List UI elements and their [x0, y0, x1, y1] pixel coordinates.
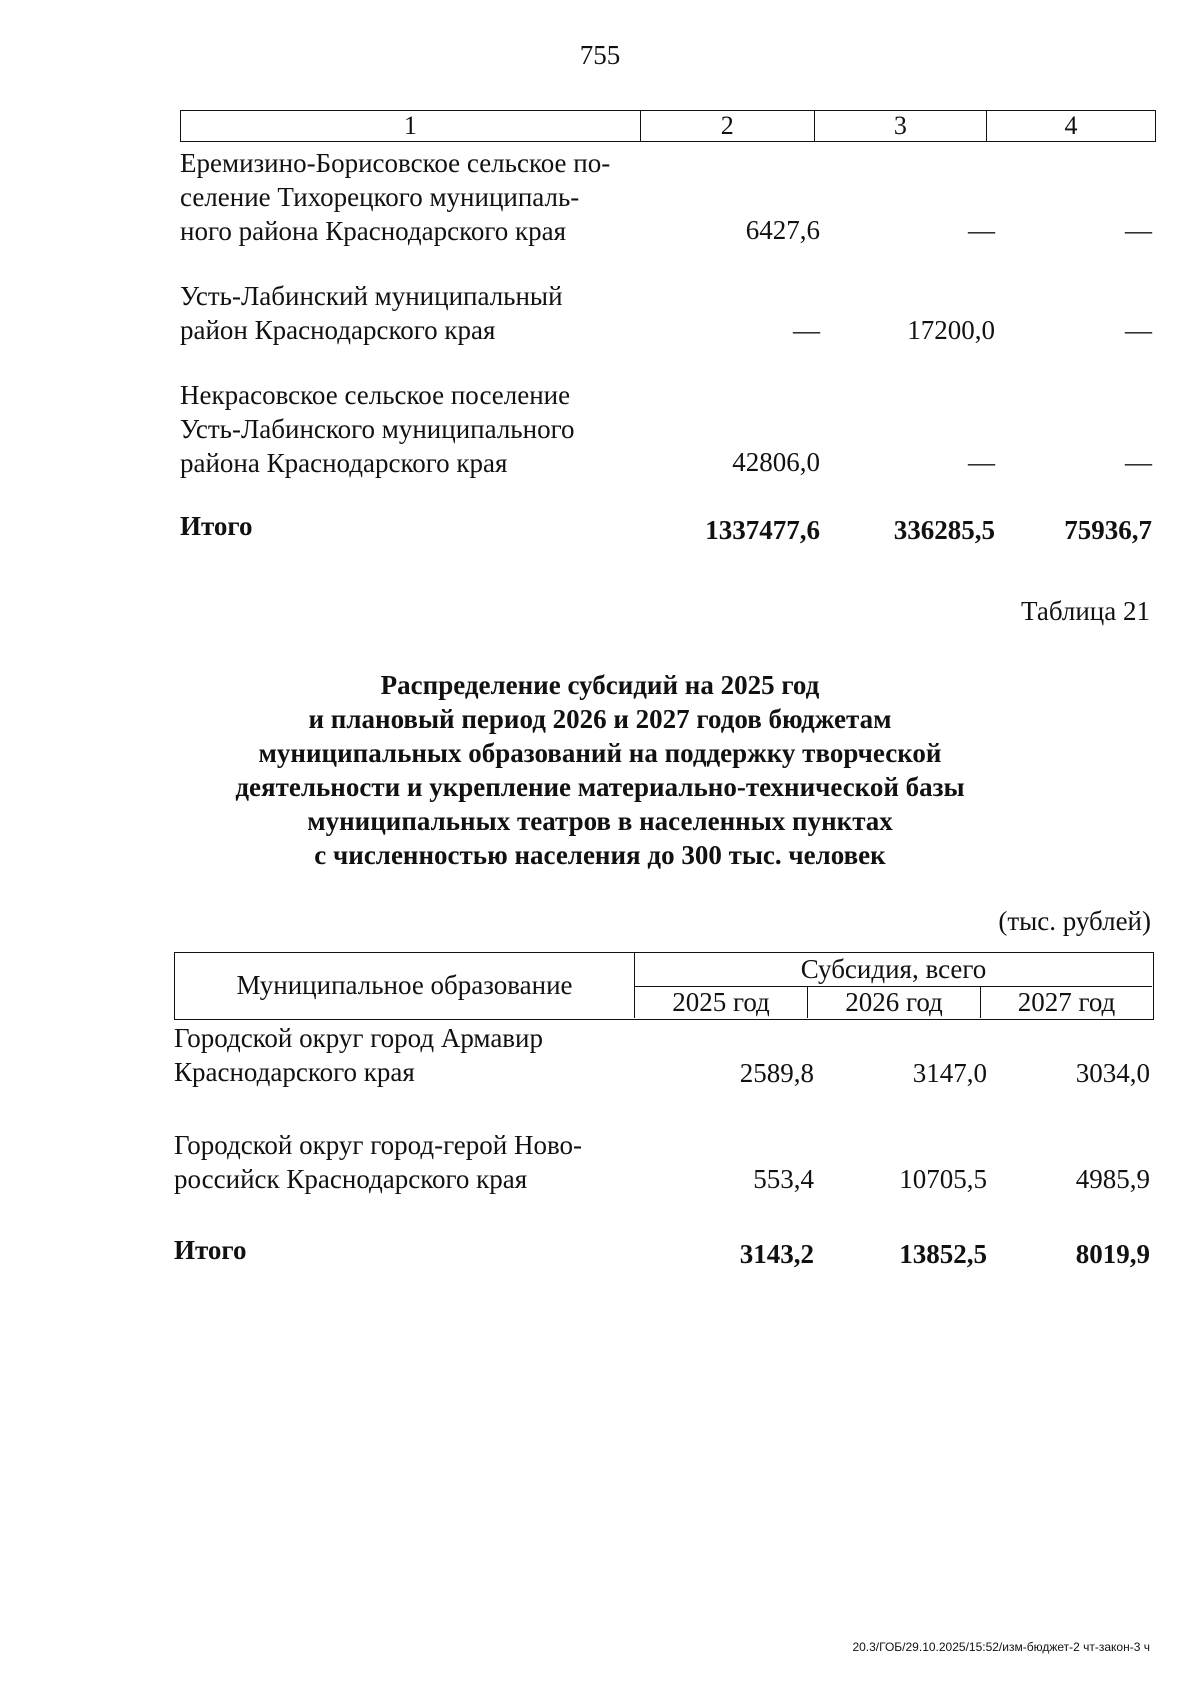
table1-row2-name-line1: Усть-Лабинский муниципальный — [180, 281, 563, 311]
table1-row2-name-line2: район Краснодарского края — [180, 315, 496, 345]
table1-header-col2: 2 — [640, 111, 814, 141]
table21-row-name — [174, 1021, 634, 1089]
table21-row2-2025: 553,4 — [753, 1164, 814, 1194]
table1-row1-name-line2: селение Тихорецкого муниципаль- — [180, 182, 580, 212]
table21-title-line5: муниципальных театров в населенных пунктах — [307, 806, 893, 836]
table21-row2-2026: 10705,5 — [899, 1164, 987, 1194]
table21-total-label: Итого — [174, 1235, 247, 1265]
header-year-2026: 2026 год — [808, 987, 981, 1018]
table21-title-line6: с численностью населения до 300 тыс. человек — [314, 840, 886, 870]
table1-row3-name-line1: Некрасовское сельское поселение — [180, 380, 571, 410]
table1-header-col1: 1 — [403, 111, 417, 140]
table1-row3-col3: — — [968, 447, 995, 477]
table1-row-name — [180, 279, 640, 347]
table21-title — [0, 668, 1200, 872]
table21-total-2027: 8019,9 — [1075, 1239, 1150, 1269]
table1-total-col2: 1337477,6 — [705, 515, 820, 545]
header-municipality: Муниципальное образование — [175, 953, 635, 1018]
table1-row1-col3: — — [968, 215, 995, 245]
table1-header-col3: 3 — [814, 111, 986, 141]
header-year-2025: 2025 год — [635, 987, 808, 1018]
table21-row2-name-line2: российск Краснодарского края — [174, 1164, 528, 1194]
table21-total-2026: 13852,5 — [899, 1239, 987, 1269]
table1-row3-name-line2: Усть-Лабинского муниципального — [180, 414, 575, 444]
table1-row2-col3: 17200,0 — [907, 315, 995, 345]
table21-title-line3: муниципальных образований на поддержку творческой — [258, 738, 942, 768]
table21-row2-name-line1: Городской округ город-герой Ново- — [174, 1130, 583, 1160]
table21-title-line2: и плановый период 2026 и 2027 годов бюджетам — [308, 704, 892, 734]
table1-total-label: Итого — [180, 511, 253, 541]
table21-title-line1: Распределение субсидий на 2025 год — [380, 670, 820, 700]
table1-row1-col4: — — [1125, 215, 1152, 245]
table1-row1-col2: 6427,6 — [745, 215, 820, 245]
table-number-label: Таблица 21 — [1021, 596, 1150, 626]
table1-header-col4: 4 — [986, 111, 1155, 141]
table21-row1-name-line2: Краснодарского края — [174, 1057, 415, 1087]
table1-row3-name-line3: района Краснодарского края — [180, 448, 508, 478]
table21-row1-2027: 3034,0 — [1075, 1058, 1150, 1088]
table21-row1-name-line1: Городской округ город Армавир — [174, 1023, 543, 1053]
table21-header — [174, 952, 1154, 1020]
table21-row1-2026: 3147,0 — [912, 1058, 987, 1088]
header-subsidy-total: Субсидия, всего — [635, 953, 1152, 987]
table21-row2-2027: 4985,9 — [1075, 1164, 1150, 1194]
units-label: (тыс. рублей) — [998, 906, 1151, 936]
page-number: 755 — [579, 40, 621, 70]
document-footer-code: 20.3/ГОБ/29.10.2025/15:52/изм-бюджет-2 чт-закон-3 ч — [852, 1640, 1150, 1654]
table1-row1-name-line3: ного района Краснодарского края — [180, 216, 566, 246]
table21-row1-2025: 2589,8 — [739, 1058, 814, 1088]
table1-row-name — [180, 146, 640, 248]
table1-header — [180, 110, 1156, 142]
table1-row2-col4: — — [1125, 315, 1152, 345]
table1-row1-name-line1: Еремизино-Борисовское сельское по- — [180, 148, 611, 178]
table21-row-name — [174, 1128, 634, 1196]
table21-title-line4: деятельности и укрепление материально-технической базы — [235, 772, 965, 802]
table1-total-col3: 336285,5 — [893, 515, 995, 545]
table1-row3-col4: — — [1125, 447, 1152, 477]
table1-row-name — [180, 378, 640, 480]
table21-total-2025: 3143,2 — [739, 1239, 814, 1269]
table1-row3-col2: 42806,0 — [732, 447, 820, 477]
table1-total-col4: 75936,7 — [1064, 515, 1152, 545]
table1-row2-col2: — — [793, 315, 820, 345]
header-year-2027: 2027 год — [1017, 987, 1116, 1017]
